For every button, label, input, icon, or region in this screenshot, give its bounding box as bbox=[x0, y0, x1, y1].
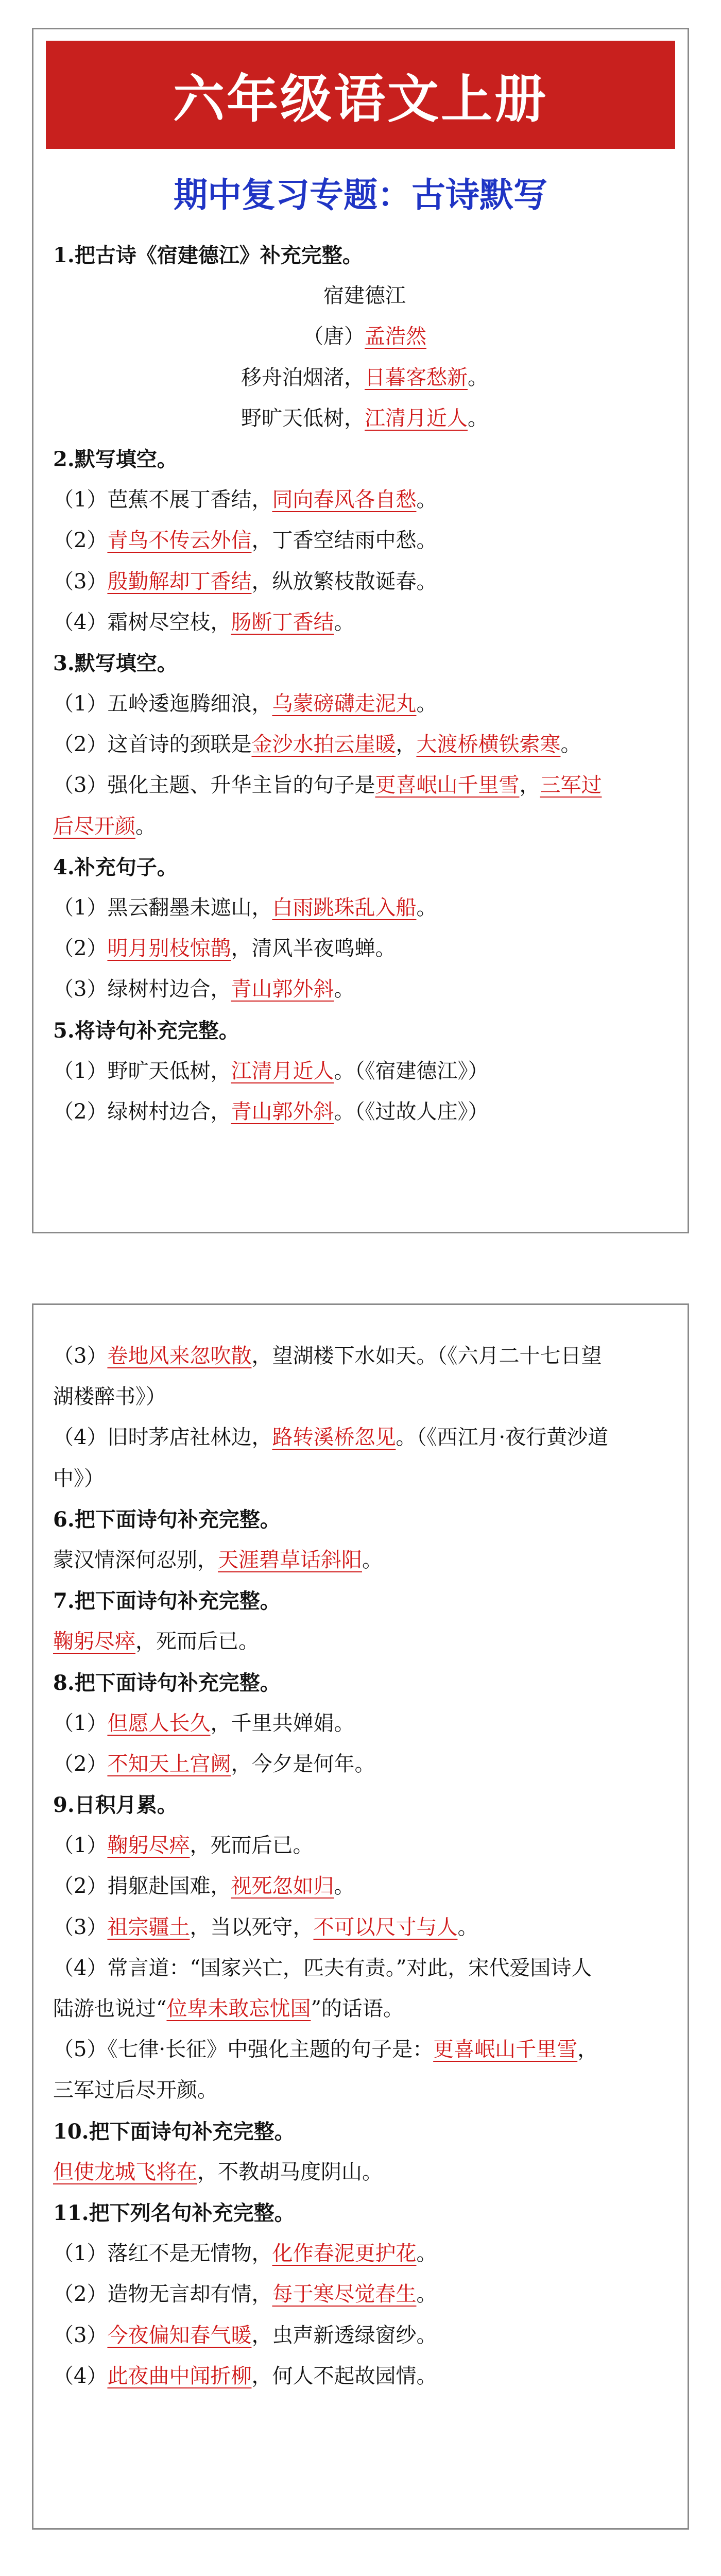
answer-text: 明月别枝惊鹊 bbox=[107, 937, 231, 961]
line-text: ，丁香空结雨中愁。 bbox=[251, 529, 437, 553]
line-text: （2）造物无言却有情， bbox=[53, 2282, 272, 2307]
text-line bbox=[53, 765, 676, 806]
text-line bbox=[53, 1540, 676, 1581]
answer-text: 更喜岷山千里雪 bbox=[375, 773, 520, 798]
answer-text: 乌蒙磅礴走泥丸 bbox=[272, 692, 417, 716]
text-line bbox=[53, 2315, 676, 2356]
line-text: 10.把下面诗句补充完整。 bbox=[53, 2119, 295, 2144]
line-text: 3.默写填空。 bbox=[53, 651, 178, 675]
text-line bbox=[53, 2274, 676, 2315]
answer-text: 青山郭外斜 bbox=[231, 1099, 334, 1124]
line-text: （4）旧时茅店社林边， bbox=[53, 1426, 272, 1450]
text-line bbox=[53, 724, 676, 765]
line-text: （3）强化主题、升华主旨的句子是 bbox=[53, 773, 375, 798]
text-line bbox=[53, 398, 676, 439]
text-line bbox=[53, 1377, 676, 1417]
text-line bbox=[53, 1989, 676, 2029]
text-line bbox=[53, 276, 676, 316]
question-heading bbox=[53, 1010, 676, 1051]
answer-text: 后尽开颜 bbox=[53, 814, 135, 838]
line-text: 11.把下列名句补充完整。 bbox=[53, 2200, 295, 2225]
text-line bbox=[53, 888, 676, 928]
line-text: ， bbox=[577, 2038, 598, 2062]
answer-text: 路转溪桥忽见 bbox=[272, 1426, 396, 1450]
text-line bbox=[53, 562, 676, 602]
answer-text: 但愿人长久 bbox=[107, 1711, 211, 1735]
answer-text: 白雨跳珠乱入船 bbox=[272, 896, 417, 920]
line-text: 。 bbox=[457, 1915, 478, 1939]
answer-text: 江清月近人 bbox=[365, 406, 468, 430]
answer-text: 同向春风各自愁 bbox=[272, 488, 417, 512]
line-text: ， bbox=[519, 773, 540, 798]
line-text: 。 bbox=[468, 365, 488, 389]
answer-text: 天涯碧草话斜阳 bbox=[218, 1548, 362, 1572]
answer-text: 不知天上宫阙 bbox=[107, 1752, 231, 1776]
answer-text: 孟浩然 bbox=[365, 325, 426, 349]
answer-text: 位卑未敢忘忧国 bbox=[166, 1997, 311, 2021]
line-text: （2） bbox=[53, 529, 108, 553]
text-line bbox=[53, 480, 676, 520]
answer-text: 金沙水拍云崖暖 bbox=[251, 733, 396, 757]
line-text: 。 bbox=[416, 692, 437, 716]
line-text: 6.把下面诗句补充完整。 bbox=[53, 1507, 281, 1532]
text-line bbox=[53, 1866, 676, 1907]
text-line bbox=[53, 602, 676, 643]
text-line bbox=[53, 1621, 676, 1662]
line-text: 2.默写填空。 bbox=[53, 447, 178, 471]
line-text: 9.日积月累。 bbox=[53, 1793, 178, 1818]
question-heading bbox=[53, 1663, 676, 1703]
line-text: （4）常言道：“国家兴亡，匹夫有责。”对此，宋代爱国诗人 bbox=[53, 1956, 592, 1980]
line-text: 。 bbox=[416, 896, 437, 920]
answer-text: 此夜曲中闻折柳 bbox=[107, 2364, 252, 2388]
answer-text: 化作春泥更护花 bbox=[272, 2242, 417, 2266]
worksheet-page-1 bbox=[32, 28, 689, 1233]
line-text: 。 bbox=[135, 814, 156, 838]
answer-text: 卷地风来忽吹散 bbox=[107, 1344, 252, 1368]
line-text: （2） bbox=[53, 1752, 108, 1776]
question-heading bbox=[53, 1499, 676, 1540]
line-text: 。 bbox=[416, 2282, 437, 2307]
line-text: ，何人不起故园情。 bbox=[251, 2364, 437, 2388]
line-text: （3） bbox=[53, 1915, 108, 1939]
text-line bbox=[53, 2152, 676, 2193]
answer-text: 视死忽如归 bbox=[231, 1874, 334, 1899]
question-heading bbox=[53, 1581, 676, 1621]
line-text: ，今夕是何年。 bbox=[231, 1752, 375, 1776]
line-text: （1） bbox=[53, 1711, 108, 1735]
line-text: 宿建德江 bbox=[323, 284, 406, 308]
line-text: （2）这首诗的颈联是 bbox=[53, 733, 252, 757]
text-line bbox=[53, 1948, 676, 1989]
answer-text: 三军过 bbox=[540, 773, 602, 798]
line-text: 三军过后尽开颜。 bbox=[53, 2078, 218, 2103]
line-text: 蒙汉情深何忍别， bbox=[53, 1548, 218, 1572]
line-text: ，虫声新透绿窗纱。 bbox=[251, 2323, 437, 2347]
line-text: 7.把下面诗句补充完整。 bbox=[53, 1589, 281, 1614]
line-text: 5.将诗句补充完整。 bbox=[53, 1018, 239, 1043]
text-line bbox=[53, 1907, 676, 1948]
line-text: ， bbox=[396, 733, 417, 757]
line-text: ，纵放繁枝散诞春。 bbox=[251, 569, 437, 594]
line-text: 。（《西江月·夜行黄沙道 bbox=[396, 1426, 609, 1450]
answer-text: 大渡桥横铁索寒 bbox=[416, 733, 561, 757]
text-line bbox=[53, 2356, 676, 2397]
question-heading bbox=[53, 643, 676, 684]
line-text: 8.把下面诗句补充完整。 bbox=[53, 1670, 281, 1695]
line-text: （1）落红不是无情物， bbox=[53, 2242, 272, 2266]
text-line bbox=[53, 1744, 676, 1785]
text-line bbox=[53, 969, 676, 1010]
line-text: （3）绿树村边合， bbox=[53, 977, 231, 1002]
line-text: 。 bbox=[334, 977, 355, 1002]
line-text: 移舟泊烟渚， bbox=[241, 365, 365, 389]
line-text: 野旷天低树， bbox=[241, 406, 365, 430]
answer-text: 鞠躬尽瘁 bbox=[53, 1630, 135, 1654]
text-line bbox=[53, 1417, 676, 1458]
answer-text: 不可以尺寸与人 bbox=[313, 1915, 458, 1939]
line-text: 。 bbox=[416, 488, 437, 512]
question-heading bbox=[53, 847, 676, 888]
text-line bbox=[53, 1459, 676, 1499]
line-text: （4） bbox=[53, 2364, 108, 2388]
line-text: ，不教胡马度阴山。 bbox=[197, 2160, 383, 2184]
line-text: ，望湖楼下水如天。（《六月二十七日望 bbox=[251, 1344, 602, 1368]
worksheet-page-2 bbox=[32, 1303, 689, 2530]
line-text: （3） bbox=[53, 569, 108, 594]
answer-text: 殷勤解却丁香结 bbox=[107, 569, 252, 594]
text-line bbox=[53, 316, 676, 357]
text-line bbox=[53, 2070, 676, 2111]
line-text: 。 bbox=[334, 610, 355, 634]
text-line bbox=[53, 1703, 676, 1744]
answer-text: 但使龙城飞将在 bbox=[53, 2160, 197, 2184]
answer-text: 肠断丁香结 bbox=[231, 610, 334, 634]
answer-text: 鞠躬尽瘁 bbox=[107, 1834, 190, 1858]
line-text: （3） bbox=[53, 1344, 108, 1368]
answer-text: 江清月近人 bbox=[231, 1059, 334, 1083]
line-text: （4）霜树尽空枝， bbox=[53, 610, 231, 634]
line-text: 。 bbox=[468, 406, 488, 430]
line-text: （1）五岭逶迤腾细浪， bbox=[53, 692, 272, 716]
answer-text: 青鸟不传云外信 bbox=[107, 529, 252, 553]
line-text: 。（《过故人庄》） bbox=[334, 1099, 489, 1124]
text-line bbox=[53, 684, 676, 724]
line-text: （唐） bbox=[303, 325, 365, 349]
question-heading bbox=[53, 235, 676, 276]
line-text: ，当以死守， bbox=[190, 1915, 314, 1939]
line-text: （3） bbox=[53, 2323, 108, 2347]
line-text: （2） bbox=[53, 937, 108, 961]
answer-text: 今夜偏知春气暖 bbox=[107, 2323, 252, 2347]
text-line bbox=[53, 1825, 676, 1866]
line-text: 中》） bbox=[53, 1466, 105, 1490]
line-text: 。 bbox=[362, 1548, 383, 1572]
line-text: （1）野旷天低树， bbox=[53, 1059, 231, 1083]
line-text: （1）黑云翻墨未遮山， bbox=[53, 896, 272, 920]
text-line bbox=[53, 2029, 676, 2070]
text-line bbox=[53, 520, 676, 561]
line-text: 湖楼醉书》） bbox=[53, 1385, 166, 1409]
page-2-content bbox=[33, 1305, 688, 2397]
text-line bbox=[53, 2233, 676, 2274]
line-text: （5）《七律·长征》中强化主题的句子是： bbox=[53, 2038, 434, 2062]
line-text: ，清风半夜鸣蝉。 bbox=[231, 937, 396, 961]
line-text: 。 bbox=[416, 2242, 437, 2266]
question-heading bbox=[53, 2193, 676, 2233]
line-text: 1.把古诗《宿建德江》补充完整。 bbox=[53, 243, 363, 267]
answer-text: 青山郭外斜 bbox=[231, 977, 334, 1002]
line-text: 。 bbox=[560, 733, 581, 757]
answer-text: 每于寒尽觉春生 bbox=[272, 2282, 417, 2307]
line-text: ”的话语。 bbox=[311, 1997, 404, 2021]
text-line bbox=[53, 1336, 676, 1377]
page-1-content bbox=[33, 235, 688, 1132]
title-banner: 六年级语文上册 bbox=[46, 41, 675, 149]
text-line bbox=[53, 358, 676, 398]
line-text: （2）绿树村边合， bbox=[53, 1099, 231, 1124]
question-heading bbox=[53, 2111, 676, 2152]
text-line bbox=[53, 928, 676, 969]
answer-text: 日暮客愁新 bbox=[365, 365, 468, 389]
text-line bbox=[53, 1092, 676, 1132]
line-text: 。（《宿建德江》） bbox=[334, 1059, 489, 1083]
page-subtitle: 期中复习专题：古诗默写 bbox=[174, 175, 547, 215]
line-text: ，千里共婵娟。 bbox=[210, 1711, 355, 1735]
answer-text: 祖宗疆土 bbox=[107, 1915, 190, 1939]
line-text: （2）捐躯赴国难， bbox=[53, 1874, 231, 1899]
question-heading bbox=[53, 439, 676, 480]
line-text: ，死而后已。 bbox=[135, 1630, 259, 1654]
line-text: （1） bbox=[53, 1834, 108, 1858]
line-text: 陆游也说过“ bbox=[53, 1997, 167, 2021]
line-text: ，死而后已。 bbox=[190, 1834, 314, 1858]
text-line bbox=[53, 1051, 676, 1092]
line-text: （1）芭蕉不展丁香结， bbox=[53, 488, 272, 512]
line-text: 4.补充句子。 bbox=[53, 855, 178, 879]
line-text: 。 bbox=[334, 1874, 355, 1899]
question-heading bbox=[53, 1785, 676, 1825]
answer-text: 更喜岷山千里雪 bbox=[433, 2038, 578, 2062]
text-line bbox=[53, 806, 676, 847]
